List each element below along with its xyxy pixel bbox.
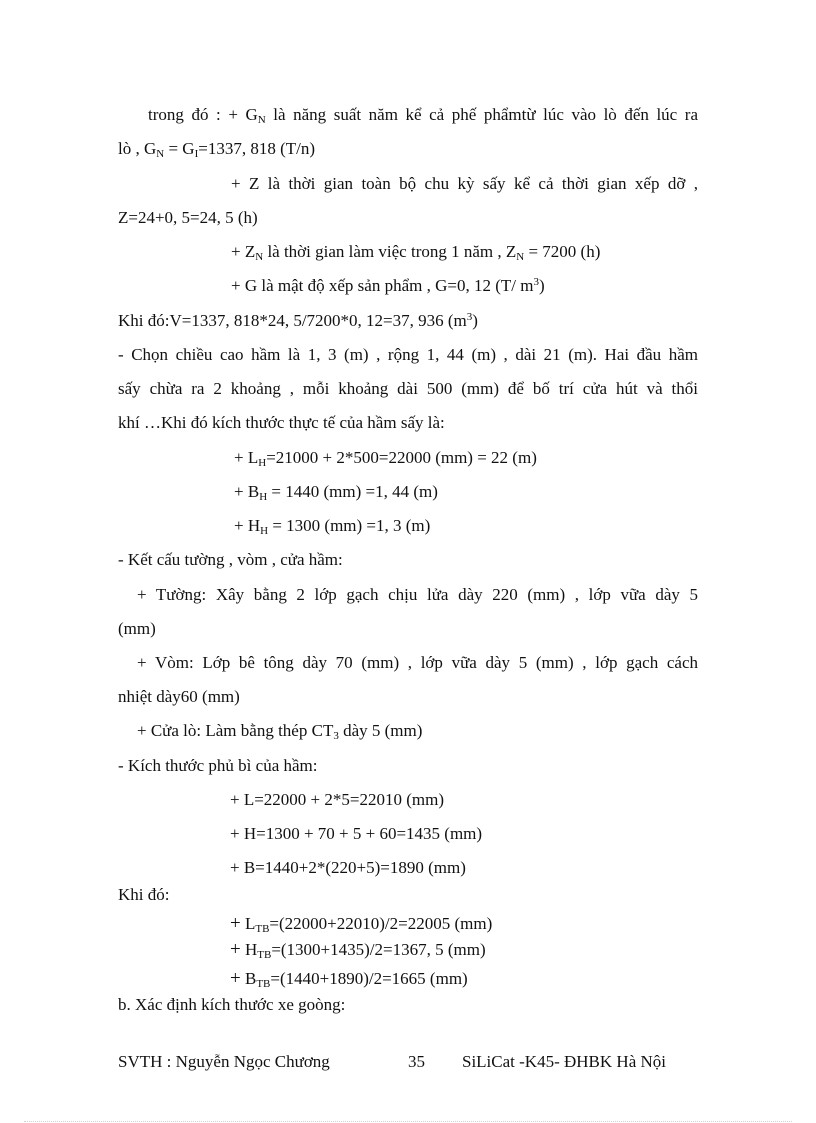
text-line: + B=1440+2*(220+5)=1890 (mm) [230, 858, 466, 877]
text-line: trong đó : + $G_N$ là năng suất năm kể cả phế phẩmtừ lúc vào lò đến lúc ra [148, 105, 699, 126]
text-line: + Tường: Xây bằng 2 lớp gạch chịu lửa dày 220 (mm) , lớp vữa dày 5 [137, 585, 698, 604]
text-line: - Chọn chiều cao hầm là 1, 3 (m) , rộng 1, 44 (m) , dài 21 (m). Hai đầu hầm [118, 345, 698, 364]
text-line: + $H_{TB}=(1300+1435)/2=1367$, 5 (mm) [230, 939, 486, 961]
text-line: - Kích thước phủ bì của hầm: [118, 756, 318, 775]
text-line: sấy chừa ra 2 khoảng , mỗi khoảng dài 500 (mm) để bố trí cửa hút và thổi [118, 379, 698, 398]
footer-page-number: 35 [408, 1052, 425, 1071]
footer-author: SVTH : Nguyễn Ngọc Chương [118, 1052, 330, 1071]
text-line: + Vòm: Lớp bê tông dày 70 (mm) , lớp vữa dày 5 (mm) , lớp gạch cách [137, 653, 698, 672]
text-line: + $H_H = 1300$ (mm) =1, 3 (m) [234, 516, 431, 537]
footer-organization: SiLiCat -K45- ĐHBK Hà Nội [462, 1052, 666, 1071]
text-line: + $B_H = 1440$ (mm) =1, 44 (m) [234, 482, 438, 503]
section-heading: b. Xác định kích thước xe goòng: [118, 995, 346, 1014]
text-line: Z=24+0, 5=24, 5 (h) [118, 208, 258, 227]
text-line: + G là mật độ xếp sản phẩm , G=0, 12 (T/ $m^3$) [231, 276, 545, 295]
text-line: - Kết cấu tường , vòm , cửa hầm: [118, 550, 343, 569]
text-line: + H=1300 + 70 + 5 + 60=1435 (mm) [230, 824, 483, 843]
text-line: + Cửa lò: Làm bằng thép $CT_3$ dày 5 (mm) [137, 721, 423, 742]
text-line: lò , $G_N = G_I=1337$, 818 (T/n) [118, 139, 316, 160]
text-line: Khi đó: [118, 885, 170, 904]
page-bottom-divider [24, 1121, 792, 1122]
text-line: + $B_{TB}=(1440+1890)/2=1665$ (mm) [230, 968, 468, 990]
text-line: khí …Khi đó kích thước thực tế của hầm sấy là: [118, 413, 445, 432]
text-line: + L=22000 + 2*5=22010 (mm) [230, 790, 445, 809]
text-line: + $Z_N$ là thời gian làm việc trong 1 năm , $Z_N = 7200$ (h) [231, 242, 601, 263]
text-line: Khi đó:V=1337, 818*24, 5/7200*0, 12=37, 936 $(m^3)$ [118, 311, 478, 330]
text-line: nhiệt dày60 (mm) [118, 687, 240, 706]
text-line: + Z là thời gian toàn bộ chu kỳ sấy kể cả thời gian xếp dỡ , [231, 174, 698, 193]
text-line: + $L_{TB}=(22000+22010)/2=22005$ (mm) [230, 913, 493, 935]
text-line: + $L_H=21000 + 2*500=22000$ (mm) = 22 (m) [234, 448, 537, 469]
text-line: (mm) [118, 619, 156, 638]
